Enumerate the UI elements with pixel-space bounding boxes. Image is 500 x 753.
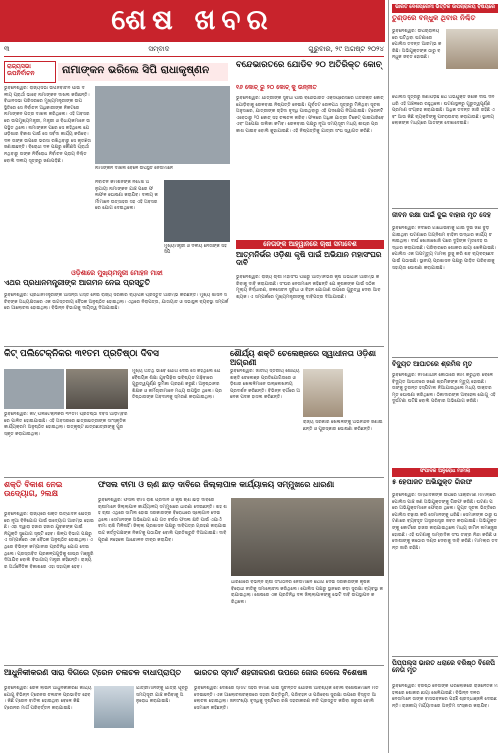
agri-headline: ଆତ୍ମନିର୍ଭର ଓଡ଼ିଶା କୃଷି ପାଇଁ ଅଭିଯାନ ମହାସଂଘର ଦାବି — [236, 250, 382, 268]
page-number: ୩ — [4, 45, 10, 53]
sipi-photo-1 — [95, 86, 230, 164]
sipi-photo-2 — [164, 180, 230, 242]
sports-body-2: ରାଜ୍ୟ ସରକାର ଖେଳାଳିଙ୍କୁ ଅଭିନନ୍ଦନ ଜଣାଇଛନ୍ତି ଓ ପୁରସ୍କାର ଘୋଷଣା କରିଛନ୍ତି। — [303, 420, 383, 432]
sidebar-top-body: ଭୁବନେଶ୍ୱର: ଉପଚାରାଳୟରେ ଘଟିଥିବା ଘଟଣାରେ ପୋଲିସ ତଦନ୍ତ ଆରମ୍ଭ କରିଛି। ଅଭିଯୁକ୍ତଙ୍କ ଠାରୁ ବନ୍ଧୁକ ଜବତ ହୋଇଛି। — [392, 29, 442, 61]
market-headline: ଭାରତର ସ୍ମାର୍ଟ ଶହରୀକରଣ ଉପରେ ଜୋର ଦେଲେ ବିଶେଷଜ୍ଞ — [194, 668, 368, 677]
vande-headline: ବନ୍ଦେଭାରତରେ ଯୋଡିବ ୨୦ ଅତିରିକ୍ତ କୋଚ୍ — [236, 60, 382, 70]
polytechnic-body: ଭୁବନେଶ୍ୱର: କିଟ୍ ପଲିଟେକ୍ନିକର ୩୧ତମ ପ୍ରତିଷ୍ଠା ଦିବସ ଆଡ଼ମ୍ବରରେ ପାଳିତ ହୋଇଯାଇଛି। ଏହି ଅବସରରେ ଛାତ୍ରଛାତ୍ରୀଙ୍କ ସାଂସ୍କୃତିକ କାର୍ଯ୍ୟକ୍ରମ ଅନୁଷ୍ଠିତ ହୋଇଥିଲା। ଉତ୍କୃଷ୍ଟ ଛାତ୍ରଛାତ୍ରୀଙ୍କୁ ପୁରସ୍କୃତ କରାଯାଇଥିଲା। — [4, 412, 128, 437]
divider — [4, 477, 384, 478]
masthead — [0, 0, 385, 42]
sidebar-s3-body: ଭୁବନେଶ୍ୱର: ନିର୍ମାଣାଧୀନ କୋଠାରେ କାମ କରୁଥିବା ବେଳେ ବିଦ୍ୟୁତ ଆଘାତରେ ଜଣେ ଶ୍ରମିକଙ୍କ ମୃତ୍ୟୁ ହୋଇଛି। ତାଙ୍କୁ ତୁରନ୍ତ ହସ୍ପିଟାଲ ନିଆଯାଇଥିଲେ ମଧ୍ୟ ଡାକ୍ତର ମୃତ ଘୋଷଣା କରିଥିଲେ। ଠିକାଦାରଙ୍କ ଅବହେଳା ଯୋଗୁ ଏହି ଦୁର୍ଘଟଣା ଘଟିଛି ବୋଲି ପରିବାର ଅଭିଯୋଗ କରିଛି। — [392, 373, 496, 405]
divider — [392, 357, 498, 358]
folio-line — [4, 45, 384, 57]
protest-photo — [231, 498, 384, 576]
protest-headline: ଫସଲ ବୀମା ଓ ଋଣ ଛାଡ଼ ଦାବିରେ ଜିଲ୍ଲାପାଳ କାର୍ଯ୍ୟାଳୟ ସମ୍ମୁଖରେ ଧାରଣା — [98, 480, 335, 489]
sidebar-s5-headline: ପିପ୍ପଲ୍ସ ଭାରତ ଧରାରେ ବରିଷ୍ଠ ବିଜେପି ନେତା ମୃତ — [392, 659, 495, 675]
sipi-headline: ନାମାଙ୍କନ ଭରିଲେ ସିପି ରାଧାକୃଷ୍ଣନ — [58, 63, 228, 81]
train-photo — [94, 686, 134, 728]
sidebar-s5-body: ଭୁବନେଶ୍ୱର: ବରିଷ୍ଠ ନେତାଙ୍କ ପରଲୋକରେ ରାଜନୈତିକ ମହଲରେ ଶୋକର ଛାୟା ଖେଳିଯାଇଛି। ବିଭିନ୍ନ ଦଳର ନେତାମାନେ ତାଙ୍କ ବାସଭବନରେ ପହଞ୍ଚି ଶ୍ରଦ୍ଧାଞ୍ଜଳି ଦେଇଛନ୍ତି। ରାଜକୀୟ ମର୍ଯ୍ୟାଦାରେ ଅନ୍ତିମ ସଂସ୍କାର କରାଯିବ। — [392, 684, 498, 709]
sipi-body-2: ନିର୍ବାଚନ କମିଶନଙ୍କ ନିର୍ଦ୍ଦେଶ ଅନୁଯାୟୀ ନାମାଙ୍କନ ଯାଞ୍ଚ ପରେ ଫଳାଫଳ ଘୋଷଣା କରାଯିବ। ଦଳୀୟ କର୍ମୀମାନେ ଉତ୍ସାହର ସହ ଏହି ଅବସରରେ ଯୋଗ ଦେଇଥିଲେ। — [95, 180, 158, 212]
school-body-2: ଯାତ୍ରୀମାନଙ୍କୁ ଯାତ୍ରା ପୂର୍ବରୁ ସମୟସୂଚୀ ଯାଞ୍ଚ କରିବାକୁ ଅନୁରୋଧ କରାଯାଇଛି। — [136, 686, 189, 705]
paper-name: ସମ୍ବାଦ — [148, 45, 170, 53]
school-headline: ଆଧୁନିକୀକରଣ ସାରା ଦିଗରେ ଟ୍ରେନ ଚଳାଚଳ ବାଧାପ୍ରାପ୍ତ — [4, 668, 182, 677]
small1-kicker: ଓଡ଼ିଶାରେ ମୁଖ୍ୟମନ୍ତ୍ରୀ ମୋହନ ମାଝୀ — [71, 269, 163, 277]
sidebar-s3-headline: ବିଦ୍ୟୁତ ଆଘାତରେ ଶ୍ରମିକ ମୃତ — [392, 360, 473, 368]
agri-kicker: ନେତାଙ୍କ ଆହ୍ୱାନରେ ଚାଷୀ ସମାବେଶ — [236, 240, 384, 249]
masthead-title: ଶେଷ ଖବର — [111, 3, 274, 36]
sipi-caption-1: ନାମାଙ୍କନ ଦାଖଲ ବେଳେ ଉପସ୍ଥିତ ନେତାମାନେ — [95, 166, 173, 171]
investment-body: ଭୁବନେଶ୍ୱର: ରାଜ୍ୟରେ ଶକ୍ତି ଉତ୍ପାଦନ କ୍ଷେତ୍ରରେ ନୂଆ ବିନିଯୋଗ ପାଇଁ ଉଦ୍ୟୋଗ ଆରମ୍ଭ ହୋଇଛି। ଏହା ଦ୍ୱାରା ହଜାର ହଜାର ଯୁବକଙ୍କ ପାଇଁ ନିଯୁକ୍ତି ସୁଯୋଗ ସୃଷ୍ଟି ହେବ। ଶିଳ୍ପ ବିଭାଗ ପକ୍ଷରୁ ଏ ସମ୍ପର୍କରେ ଏକ ବୈଠକ ଅନୁଷ୍ଠିତ ହୋଇଥିଲା। ଏଥିରେ ବିଭିନ୍ନ କମ୍ପାନୀର ପ୍ରତିନିଧି ଯୋଗ ଦେଇଥିଲେ। ପ୍ରସ୍ତାବିତ ପ୍ରକଳ୍ପଗୁଡ଼ିକୁ ଶୀଘ୍ର ମଞ୍ଜୁରି ଦିଆଯିବ ବୋଲି ବିଭାଗୀୟ ମନ୍ତ୍ରୀ କହିଛନ୍ତି। ରାଜ୍ୟର ଅର୍ଥନୈତିକ ବିକାଶରେ ଏହା ସହାୟକ ହେବ। — [4, 512, 94, 570]
protest-body: ଭୁବନେଶ୍ୱର: ଫସଲ ବୀମା ରାଶି ପ୍ରଦାନ ଓ କୃଷି ଋଣ ଛାଡ଼ ଦାବିରେ ଚାଷୀମାନେ ଜିଲ୍ଲାପାଳ କାର୍ଯ୍ୟାଳୟ ସମ୍ମୁଖରେ ଧାରଣା ଦେଇଛନ୍ତି। ଶହ ଶହ ଚାଷୀ ଏଥିରେ ସାମିଲ ହୋଇ ସରକାରଙ୍କ ବିରୋଧରେ ସ୍ଲୋଗାନ ଦେଇଥିଲେ। ସେମାନଙ୍କ ଅଭିଯୋଗ ଯେ ଗତ ବର୍ଷର ଫସଲ କ୍ଷତି ପାଇଁ ଏଯାଏଁ ବୀମା ରାଶି ମିଳିନାହିଁ। ଜିଲ୍ଲା ପ୍ରଶାସନ ପକ୍ଷରୁ ଦାବିପତ୍ର ଗ୍ରହଣ କରାଯାଇ ଉଚ୍ଚ କର୍ତ୍ତୃପକ୍ଷଙ୍କ ନିକଟକୁ ପଠାଯିବ ବୋଲି ପ୍ରତିଶ୍ରୁତି ଦିଆଯାଇଛି। ଦାବି ପୂରଣ ନହେଲେ ଆନ୍ଦୋଳନ ତୀବ୍ର କରାଯିବ। — [98, 498, 227, 543]
polytechnic-photo-2 — [66, 369, 128, 409]
vande-subhead: ୧୬ କୋଚ୍ ରୁ ୨୦ କୋଚ୍ କୁ ଉନ୍ନୀତ — [236, 84, 317, 91]
small1-body: ଭୁବନେଶ୍ୱର: ପ୍ରଧାନମନ୍ତ୍ରୀଙ୍କ ଆସନ୍ତା ଗସ୍ତ ନେଇ ରାଜ୍ୟ ସରକାର ବ୍ୟାପକ ପ୍ରସ୍ତୁତି ଆରମ୍ଭ କରିଛନ୍ତି। ମୁଖ୍ୟ ଶାସନ ସଚିବଙ୍କ ଅଧ୍ୟକ୍ଷତାରେ ଏକ ଉଚ୍ଚସ୍ତରୀୟ ବୈଠକ ଅନୁଷ୍ଠିତ ହୋଇଥିଲା। ଏଥିରେ ନିରାପତ୍ତା, ଯାତାୟାତ ଓ ସଭାସ୍ଥଳ ବ୍ୟବସ୍ଥା ସମ୍ପର୍କରେ ଆଲୋଚନା ହୋଇଥିଲା। ବିଭିନ୍ନ ବିଭାଗକୁ ଦାୟିତ୍ୱ ଦିଆଯାଇଛି। — [4, 293, 229, 312]
sidebar-s2-headline: ଜୀବନ ରକ୍ଷା ପାଇଁ ଦୁଇ ବାହାର ମୃତ ଦେହ — [392, 211, 491, 219]
sipi-kicker: ରାଜ୍ୟସଭା ଉପନିର୍ବାଚନ — [7, 63, 35, 77]
divider — [392, 208, 498, 209]
sidebar-s4-body: ଭୁବନେଶ୍ୱର: ସମ୍ପାଦକଙ୍କ ଉପରେ ଆକ୍ରମଣ ମାମଲାରେ ପୋଲିସ ପାଞ୍ଚ ଜଣ ଅଭିଯୁକ୍ତଙ୍କୁ ଗିରଫ କରିଛି। ଘଟଣା ପରେ ଅଭିଯୁକ୍ତମାନେ ଫେରାର ଥିଲେ। ଗୁପ୍ତ ସୂଚନା ଭିତ୍ତିରେ ପୋଲିସ ଚଢ଼ାଉ କରି ସେମାନଙ୍କୁ ଧରିଛି। ସେମାନଙ୍କ ଠାରୁ ଘଟଣାରେ ବ୍ୟବହୃତ ଅସ୍ତ୍ରଶସ୍ତ୍ର ଜବତ କରାଯାଇଛି। ଅଭିଯୁକ୍ତଙ୍କୁ କୋର୍ଟରେ ହାଜର କରାଯାଇଥିଲେ ମଧ୍ୟ ଜାମିନ ନାମଞ୍ଜୁର ହୋଇଛି। ଏହି ଘଟଣାକୁ ସାମ୍ବାଦିକ ସଂଘ ତୀବ୍ର ନିନ୍ଦା କରିଛି ଓ ଦୋଷୀଙ୍କୁ କଠୋର ଦଣ୍ଡ ଦେବାକୁ ଦାବି କରିଛି। ମାମଲାର ତଦନ୍ତ ଜାରି ରହିଛି। — [392, 493, 498, 551]
small1-headline: ଏଥର ପ୍ରଧାନମନ୍ତ୍ରୀଙ୍କ ଆଗମନ ନେଇ ପ୍ରସ୍ତୁତି — [4, 278, 150, 287]
sipi-kicker-box — [4, 61, 56, 83]
sidebar-s2-body: ଭୁବନେଶ୍ୱର: ନଦୀରେ ଗାଧୋଇବାକୁ ଯାଇ ଦୁଇ ଜଣ ବୁଡ଼ି ଯାଇଥିବା ଘଟଣାରେ ଅଗ୍ନିଶମ ବାହିନୀ ଉଦ୍ଧାର କାର୍ଯ୍ୟ ଚଳାଇଥିଲା। ଦୀର୍ଘ ଖୋଜାଖୋଜି ପରେ ଦୁହିଙ୍କ ମୃତଦେହ ଉଦ୍ଧାର କରାଯାଇଛି। ପରିବାରରେ ଶୋକର ଛାୟା ଖେଳିଯାଇଛି। ପୋଲିସ ଏକ ଅପମୃତ୍ୟୁ ମାମଲା ରୁଜୁ କରି ଶବ ବ୍ୟବଚ୍ଛେଦ ପାଇଁ ପଠାଇଛି। ସ୍ଥାନୀୟ ପ୍ରଶାସନ ପକ୍ଷରୁ ପୀଡ଼ିତ ପରିବାରକୁ ସହାୟତା ଘୋଷଣା କରାଯାଇଛି। — [392, 226, 497, 271]
school-body: ଭୁବନେଶ୍ୱର: ରେଳ ଲାଇନ ଆଧୁନିକୀକରଣ କାର୍ଯ୍ୟ ଯୋଗୁ ବିଭିନ୍ନ ଟ୍ରେନର ଚଳାଚଳ ପ୍ରଭାବିତ ହେବ। କିଛି ଟ୍ରେନ ବାତିଲ ହୋଇଥିବା ବେଳେ କିଛି ଟ୍ରେନର ମାର୍ଗ ପରିବର୍ତ୍ତନ କରାଯାଇଛି। — [4, 686, 92, 711]
sidebar-s4-headline: ୫ ହେପାଜତ ଅଭିଯୁକ୍ତ ଗିରଫ — [392, 478, 473, 486]
agri-body: ଭୁବନେଶ୍ୱର: ରାଜ୍ୟ ଚାଷୀ ମହାସଂଘ ପକ୍ଷରୁ ଆତ୍ମନିର୍ଭର କୃଷି ଅଭିଯାନ ଆରମ୍ଭ କରିବାକୁ ଦାବି କରାଯାଇଛି। ସଂଘର ନେତାମାନେ କହିଛନ୍ତି ଯେ କୃଷକଙ୍କ ପାଇଁ ସଠିକ ମୂଲ୍ୟ ନିର୍ଦ୍ଧାରଣ, ଜଳସେଚନ ସୁବିଧା ଓ ବିହନ ଯୋଗାଣ ଉପରେ ଗୁରୁତ୍ୱ ଦେବା ଆବଶ୍ୟକ। ଏ ସମ୍ପର୍କରେ ମୁଖ୍ୟମନ୍ତ୍ରୀଙ୍କୁ ଦାବିପତ୍ର ଦିଆଯାଇଛି। — [236, 275, 381, 300]
sports-portrait — [303, 369, 343, 417]
publication-date: ଗୁରୁବାର, ୨୯ ଅଗଷ୍ଟ ୨୦୨୪ — [308, 45, 384, 53]
sidebar-top-body-2: ପୋଲିସ ସୂତ୍ରରୁ ଜଣାପଡ଼ିଛି ଯେ ଅଭିଯୁକ୍ତ ଜଣକ ଦୀର୍ଘ ଦିନ ଧରି ଏହି ଅଞ୍ଚଳରେ ରହୁଥିଲେ। ଘଟଣାସ୍ଥଳରୁ ଗୁରୁତ୍ୱପୂର୍ଣ୍ଣ ପ୍ରମାଣ ସଂଗ୍ରହ କରାଯାଇଛି। ଅଧିକ ତଦନ୍ତ ଜାରି ରହିଛି ଏବଂ ଆଉ କିଛି ବ୍ୟକ୍ତିଙ୍କୁ ପଚରାଉଚରା କରାଯାଉଛି। ସ୍ଥାନୀୟ ଲୋକଙ୍କ ମଧ୍ୟରେ ଆତଙ୍କ ଦେଖାଦେଇଛି। — [392, 95, 495, 127]
vande-body: ଭୁବନେଶ୍ୱର: ଯାତ୍ରୀଙ୍କ ସୁବିଧା ପାଇଁ ବନ୍ଦେଭାରତ ଏକ୍ସପ୍ରେସରେ ଅତିରିକ୍ତ କୋଚ୍ ଯୋଡ଼ିବାକୁ ରେଳବାଇ ନିଷ୍ପତ୍ତି ନେଇଛି। ପୂର୍ବତଟ ରେଳପଥ ସୂତ୍ରରୁ ମିଳିଥିବା ସୂଚନା ଅନୁସାରେ, ଯାତ୍ରୀଙ୍କ ଚାହିଦା ବୃଦ୍ଧି ପାଇଥିବାରୁ ଏହି ପଦକ୍ଷେପ ନିଆଯାଇଛି। ଟ୍ରେନଟି ଏବେଠାରୁ ୨୦ କୋଚ୍ ସହ ଚଳାଚଳ କରିବ। ଫଳରେ ଅଧିକ ଯାତ୍ରୀ ଟିକେଟ୍ ପାଇପାରିବେ ଏବଂ ଅପେକ୍ଷା ତାଲିକା କମିବ। ରେଳବାଇ ପକ୍ଷରୁ ନୂଆ ସମୟସୂଚୀ ମଧ୍ୟ ଶୀଘ୍ର ପ୍ରକାଶ ପାଇବ ବୋଲି କୁହାଯାଇଛି। ଏହି ନିଷ୍ପତ୍ତିକୁ ଯାତ୍ରୀ ସଂଘ ସ୍ୱାଗତ କରିଛି। — [236, 96, 384, 134]
polytechnic-body-2: ମୁଖ୍ୟ ଅତିଥି ଭାବେ ଯୋଗ ଦେଇ ସେ କହିଥିଲେ ଯେ ବୈଷୟିକ ଶିକ୍ଷା ଯୁବପିଢ଼ିର ଭବିଷ୍ୟତ ଗଢ଼ିବାରେ ଗୁରୁତ୍ୱପୂର୍ଣ୍ଣ ଭୂମିକା ଗ୍ରହଣ କରୁଛି। ଅନୁଷ୍ଠାନର ଶିକ୍ଷକ ଓ କର୍ମଚାରୀମାନେ ମଧ୍ୟ ଉପସ୍ଥିତ ଥିଲେ। ପ୍ରତିଷ୍ଠାତାଙ୍କ ଅବଦାନକୁ ସ୍ମରଣ କରାଯାଇଥିଲା। — [132, 369, 222, 401]
sipi-caption-2: ମୁଖ୍ୟମନ୍ତ୍ରୀ ଓ ଦଳୀୟ ନେତାଙ୍କ ସହ ସିପି — [164, 244, 227, 255]
divider — [392, 656, 498, 657]
sidebar — [388, 0, 500, 753]
market-body: ଭୁବନେଶ୍ୱର: ଦେଶରେ ସ୍ମାର୍ଟ ସହର ନିର୍ମାଣ ପାଇଁ ସୁଚିନ୍ତିତ ଯୋଜନା ଆବଶ୍ୟକ ବୋଲି ବିଶେଷଜ୍ଞମାନେ ମତ ଦେଇଛନ୍ତି। ଏକ ଆଲୋଚନାଚକ୍ରରେ ସହରୀ ଭିତ୍ତିଭୂମି, ପରିବହନ ଓ ପରିବେଶ ସୁରକ୍ଷା ଉପରେ ବିସ୍ତୃତ ଆଲୋଚନା ହୋଇଥିଲା। ଜନସଂଖ୍ୟା ବୃଦ୍ଧିକୁ ଦୃଷ୍ଟିରେ ରଖି ସହରୀକରଣ ନୀତି ପ୍ରସ୍ତୁତ କରିବା ଜରୁରୀ ବୋଲି ସେମାନେ କହିଛନ୍ତି। — [194, 686, 379, 711]
sidebar-portrait — [446, 29, 498, 69]
sipi-body: ଭୁବନେଶ୍ୱର: ରାଜ୍ୟସଭା ଉପନିର୍ବାଚନ ପାଇଁ ଦଳୀୟ ପ୍ରାର୍ଥୀ ଭାବେ ନାମାଙ୍କନ ଦାଖଲ କରିଛନ୍ତି। ବିଧାନସଭା ପରିସରରେ ମୁଖ୍ୟମନ୍ତ୍ରୀଙ୍କ ଉପସ୍ଥିତିରେ ସେ ନିର୍ବାଚନ ଅଧିକାରୀଙ୍କ ନିକଟରେ ନାମାଙ୍କନ ପତ୍ର ଦାଖଲ କରିଥିଲେ। ଏହି ଅବସରରେ ଉପମୁଖ୍ୟମନ୍ତ୍ରୀ, ମନ୍ତ୍ରୀ ଓ ବିଧାୟକମାନେ ଉପସ୍ଥିତ ଥିଲେ। ନାମାଙ୍କନ ପରେ ସେ କହିଥିଲେ ଯେ ଓଡ଼ିଶାର ବିକାଶ ପାଇଁ ସେ ସର୍ବଦା କାର୍ଯ୍ୟ କରିବେ। ଦଳ ତାଙ୍କ ଉପରେ ଭରସା ରଖିଥିବାରୁ ସେ କୃତଜ୍ଞତା ଜଣାଇଛନ୍ତି। ବିରୋଧୀ ଦଳ ପକ୍ଷରୁ କୌଣସି ପ୍ରାର୍ଥୀ ନଥିବାରୁ ତାଙ୍କ ନିର୍ବିରୋଧ ନିର୍ବାଚନ ପ୍ରାୟ ନିଶ୍ଚିତ ବୋଲି ଦଳୀୟ ସୂତ୍ରରୁ ଜଣାପଡ଼ିଛି। — [4, 86, 91, 164]
divider — [4, 665, 384, 666]
polytechnic-photo-1 — [4, 369, 64, 409]
sports-body: ଭୁବନେଶ୍ୱର: ଜାତୀୟ ସ୍ତରୀୟ ଶୌର୍ଯ୍ୟ ଶକ୍ତି ଚେଲେଞ୍ଜ ପ୍ରତିଯୋଗିତାରେ ଓଡ଼ିଶାର ଖେଳାଳିମାନେ ଉଲ୍ଲେଖନୀୟ ପ୍ରଦର୍ଶନ କରିଛନ୍ତି। ବିଭିନ୍ନ ବର୍ଗରେ ଅନେକ ପଦକ ହାସଲ କରିଛନ୍ତି। — [230, 369, 300, 401]
sidebar-top-headline: ତୁଣ୍ଡରେ ବନ୍ଧୁକ ଥିବାର ନିଶ୍ଚିତ — [392, 14, 476, 22]
sidebar-s4-kicker: ସଂପାଦକ ଅନୁରୋଧ ମାମଲା — [392, 468, 498, 477]
sports-headline: ଶୌର୍ଯ୍ୟ ଶକ୍ତି ଚେଲେଞ୍ଜରେ ସ୍ୱାଧୀନତା ଓଡ଼ିଶା ଅଗ୍ରଣୀ — [230, 349, 376, 367]
divider — [4, 346, 384, 347]
protest-body-2: ଧାରଣାରେ ବିଭିନ୍ନ ଚାଷୀ ସଂଗଠନର ନେତାମାନେ ଯୋଗ ଦେଇ ସରକାରଙ୍କ କୃଷକ ବିରୋଧୀ ନୀତିକୁ ସମାଲୋଚନା କରିଥିଲେ। ପୋଲିସ ପକ୍ଷରୁ ସ୍ଥାନରେ କଡ଼ା ସୁରକ୍ଷା ବ୍ୟବସ୍ଥା କରାଯାଇଥିଲା। ଶେଷରେ ଏକ ପ୍ରତିନିଧି ଦଳ ଜିଲ୍ଲାପାଳଙ୍କୁ ଭେଟି ଦାବି ଉପସ୍ଥାପନ କରିଥିଲେ। — [231, 580, 383, 605]
polytechnic-headline: କିଟ୍ ପଲିଟେକ୍ନିକର ୩୧ତମ ପ୍ରତିଷ୍ଠା ଦିବସ — [4, 349, 159, 359]
investment-headline: ଶକ୍ତି ବିକାଶ ନେଇ ଉଦ୍ୟୋଗ, ୨ଲକ୍ଷ — [4, 480, 63, 498]
sidebar-top-kicker: ଭାରତ ଦେଶପ୍ରେମୀ ଭିତ୍ତିକ ଉପଚାରାଳୟ ବିଷୟରେ — [392, 4, 498, 13]
